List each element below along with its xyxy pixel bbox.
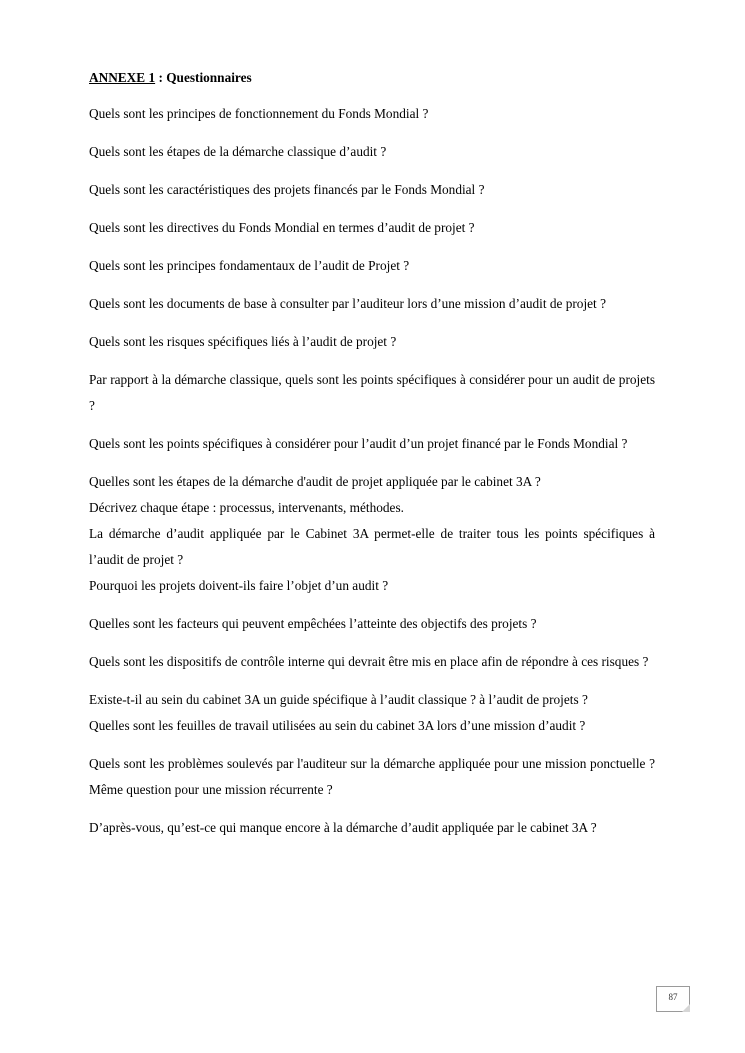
annex-title: Questionnaires (166, 70, 252, 85)
steps-question: Quelles sont les étapes de la démarche d'audit de projet appliquée par le cabinet 3A ? (89, 474, 541, 489)
steps-coverage-question: La démarche d’audit appliquée par le Cabinet 3A permet-elle de traiter tous les points spécifiques à l’audit de projet ? (89, 526, 655, 567)
question-missing: D’après-vous, qu’est-ce qui manque encore à la démarche d’audit appliquée par le cabinet 3A ? (89, 820, 597, 835)
question-7: Quels sont les risques spécifiques liés à l’audit de projet ? (89, 334, 397, 349)
steps-question-block (89, 469, 655, 599)
steps-why-question: Pourquoi les projets doivent-ils faire l’objet d’un audit ? (89, 578, 389, 593)
annex-heading (89, 67, 655, 89)
question-8: Par rapport à la démarche classique, quels sont les points spécifiques à considérer pour un audit de projets ? (89, 372, 655, 413)
question-controls: Quels sont les dispositifs de contrôle interne qui devrait être mis en place afin de répondre à ces risques ? (89, 654, 649, 669)
question-6: Quels sont les documents de base à consulter par l’auditeur lors d’une mission d’audit de projet ? (89, 296, 606, 311)
steps-describe: Décrivez chaque étape : processus, intervenants, méthodes. (89, 500, 404, 515)
question-5: Quels sont les principes fondamentaux de l’audit de Projet ? (89, 258, 410, 273)
question-1: Quels sont les principes de fonctionnement du Fonds Mondial ? (89, 106, 429, 121)
question-2: Quels sont les étapes de la démarche classique d’audit ? (89, 144, 387, 159)
worksheets-question: Quelles sont les feuilles de travail utilisées au sein du cabinet 3A lors d’une mission d’audit ? (89, 718, 586, 733)
question-factors: Quelles sont les facteurs qui peuvent empêchées l’atteinte des objectifs des projets ? (89, 616, 537, 631)
question-4: Quels sont les directives du Fonds Mondial en termes d’audit de projet ? (89, 220, 475, 235)
annex-label: ANNEXE 1 (89, 70, 156, 85)
page-number: 87 (668, 992, 678, 1002)
guide-question-block (89, 687, 655, 739)
annex-separator: : (155, 70, 167, 85)
guide-question: Existe-t-il au sein du cabinet 3A un guide spécifique à l’audit classique ? à l’audit de projets ? (89, 692, 588, 707)
question-3: Quels sont les caractéristiques des projets financés par le Fonds Mondial ? (89, 182, 485, 197)
page-number-box (656, 986, 690, 1012)
annex-content (89, 67, 655, 841)
question-9: Quels sont les points spécifiques à considérer pour l’audit d’un projet financé par le Fonds Mondial ? (89, 436, 628, 451)
question-problems: Quels sont les problèmes soulevés par l'auditeur sur la démarche appliquée pour une mission ponctuelle ? Même question pour une mission récurrente ? (89, 756, 655, 797)
